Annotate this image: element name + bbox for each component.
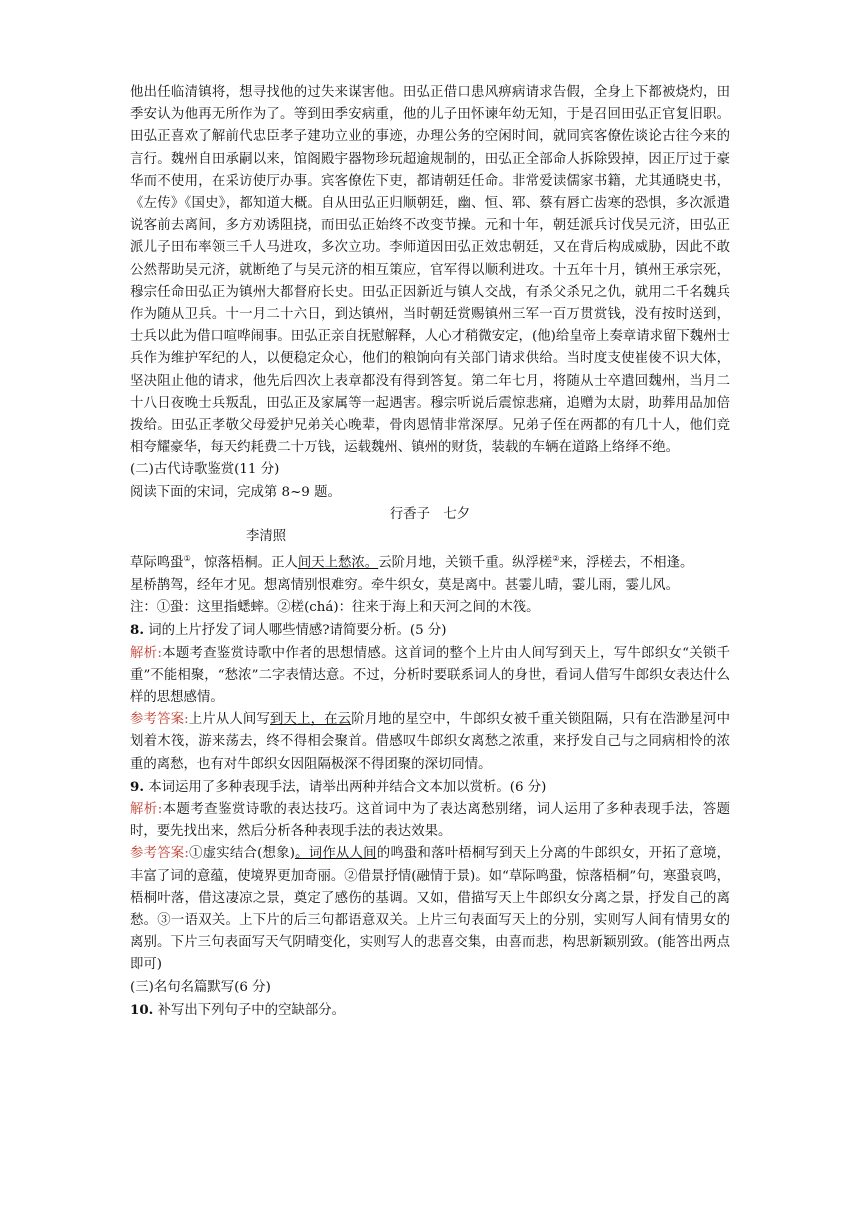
answer-label: 参考答案: xyxy=(130,712,189,728)
analysis-label: 解析: xyxy=(130,801,163,817)
question-10: 10. 补写出下列句子中的空缺部分。 xyxy=(130,1001,346,1018)
section2-title: (二)古代诗歌鉴赏(11 分) xyxy=(130,462,280,478)
poem-line-2: 星桥鹊驾，经年才见。想离情别恨难穷。牵牛织女，莫是离中。甚霎儿晴，霎儿雨，霎儿风。 xyxy=(130,577,680,593)
analysis-label: 解析: xyxy=(130,645,162,661)
question-8: 8. 词的上片抒发了词人哪些情感?请简要分析。(5 分) xyxy=(130,622,447,639)
section2-instruction: 阅读下面的宋词，完成第 8~9 题。 xyxy=(130,484,341,500)
poem-title: 行香子 七夕 xyxy=(389,506,471,522)
answer-label: 参考答案: xyxy=(130,846,189,862)
q8-answer: 参考答案:上片从人间写到天上，在云阶月地的星空中，牛郎织女被千重关锁阻隔，只有在浩渺星河中划着木筏，游来荡去，终不得相会聚首。借感叹牛郎织女离愁之浓重，来抒发自己与之同病相怜的浓重的离愁，也有对牛郎织女因阻隔极深不得团聚的深切同情。 xyxy=(130,712,731,772)
poem-line-1: 草际鸣蛩①，惊落梧桐。正人间天上愁浓。云阶月地，关锁千重。纵浮槎②来，浮槎去，不相逢。 xyxy=(130,554,694,571)
question-9: 9. 本词运用了多种表现手法，请举出两种并结合文本加以赏析。(6 分) xyxy=(130,778,547,795)
section3-title: (三)名句名篇默写(6 分) xyxy=(130,979,271,995)
document-page xyxy=(130,82,730,1022)
q9-analysis: 解析:本题考查鉴赏诗歌的表达技巧。这首词中为了表达离愁别绪，词人运用了多种表现手法，答题时，要先找出来，然后分析各种表现手法的表达效果。 xyxy=(130,801,731,840)
q8-analysis: 解析:本题考查鉴赏诗歌中作者的思想情感。这首词的整个上片由人间写到天上，写牛郎织女“关锁千重”不能相聚，“愁浓”二字表情达意。不过，分析时要联系词人的身世，看词人借写牛郎织女表达什么样的思想感情。 xyxy=(130,645,731,705)
q9-answer: 参考答案:①虚实结合(想象)。词作从人间的鸣蛩和落叶梧桐写到天上分离的牛郎织女，开拓了意境，丰富了词的意蕴，使境界更加奇丽。②借景抒情(融情于景)。如“草际鸣蛩，惊落梧桐”句，寒蛩哀鸣，梧桐叶落，借这凄凉之景，奠定了感伤的基调。又如，借描写天上牛郎织女分离之景，抒发自己的离愁。③一语双关。上下片的后三句都语意双关。上片三句表面写天上的分别，实则写人间有情男女的离别。下片三句表面写天气阴晴变化，实则写人的悲喜交集，由喜而悲，构思新颖别致。(能答出两点即可) xyxy=(130,846,731,973)
poem-author: 李清照 xyxy=(246,529,287,545)
translation-passage: 他出任临清镇将，想寻找他的过失来谋害他。田弘正借口患风痹病请求告假，全身上下都被烧灼，田季安认为他再无所作为了。等到田季安病重，他的儿子田怀谏年幼无知，于是召回田弘正官复旧职。田弘正喜欢了解前代忠臣孝子建功立业的事迹，办理公务的空闲时间，就同宾客僚佐谈论古往今来的言行。魏州自田承嗣以来，馆阁殿宇器物珍玩超逾规制的，田弘正全部命人拆除毁掉，因正厅过于豪华而不使用，在采访使厅办事。宾客僚佐下吏，都请朝廷任命。非常爱读儒家书籍，尤其通晓史书，《左传》《国史》，都知道大概。自从田弘正归顺朝廷，幽、恒、郓、蔡有唇亡齿寒的恐惧，多次派遣说客前去离间，多方劝诱阻挠，而田弘正始终不改变节操。元和十年，朝廷派兵讨伐吴元济，田弘正派儿子田布率领三千人马进攻，多次立功。李师道因田弘正效忠朝廷，又在背后构成威胁，因此不敢公然帮助吴元济，就断绝了与吴元济的相互策应，官军得以顺利进攻。十五年十月，镇州王承宗死，穆宗任命田弘正为镇州大都督府长史。田弘正因新近与镇人交战，有杀父杀兄之仇，就用二千名魏兵作为随从卫兵。十一月二十六日，到达镇州，当时朝廷赏赐镇州三军一百万贯赏钱，没有按时送到，士兵以此为借口喧哗闹事。田弘正亲自抚慰解释，人心才稍微安定，(他)给皇帝上奏章请求留下魏州士兵作为维护军纪的人，以便稳定众心，他们的粮饷向有关部门请求供给。当时度支使崔倰不识大体，坚决阻止他的请求，他先后四次上表章都没有得到答复。第二年七月，将随从士卒遣回魏州，当月二十八日夜晚士兵叛乱，田弘正及家属等一起遇害。穆宗听说后震惊悲痛，追赠为太尉，助葬用品加倍拨给。田弘正孝敬父母爱护兄弟关心晚辈，骨肉恩情非常深厚。兄弟子侄在两都的有几十人，他们竞相夸耀豪华，每天约耗费二十万钱，运载魏州、镇州的财货，装载的车辆在道路上络绎不绝。 xyxy=(130,85,730,456)
poem-note: 注：①蛩：这里指蟋蟀。②槎(chá)：往来于海上和天河之间的木筏。 xyxy=(130,600,540,616)
